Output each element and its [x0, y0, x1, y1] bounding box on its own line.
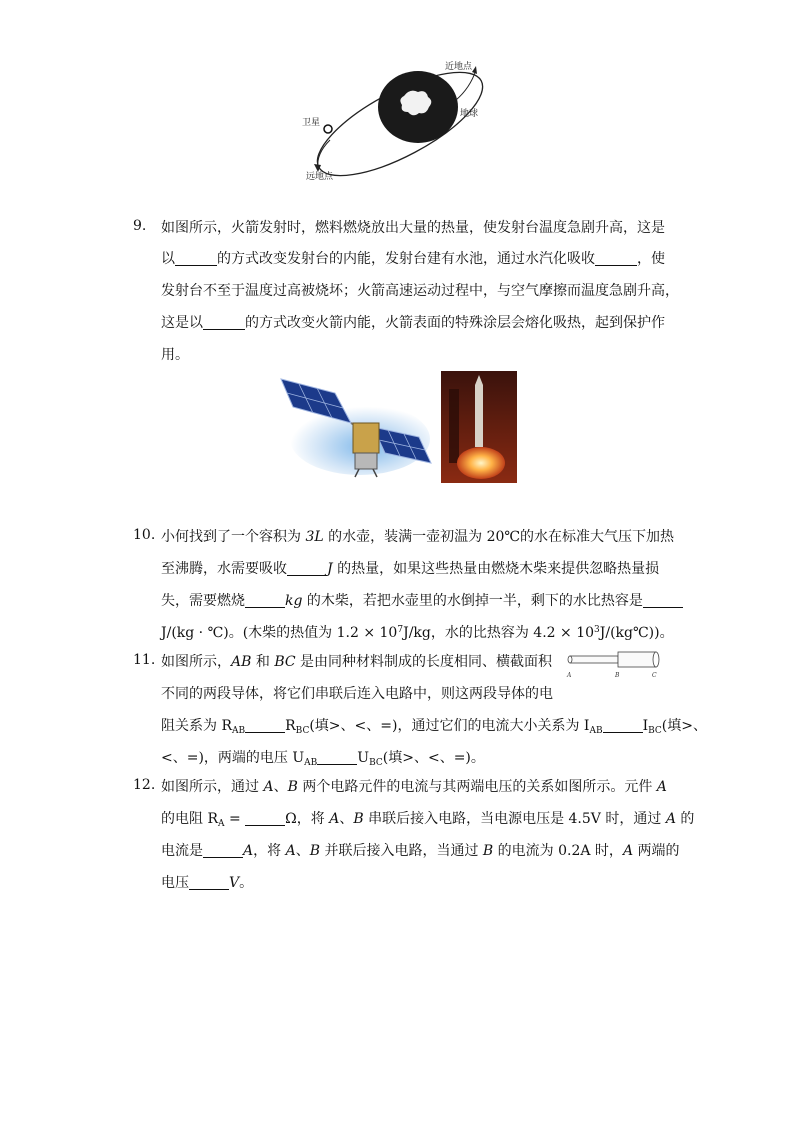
satellite-body	[353, 423, 379, 477]
answer-blank[interactable]	[245, 810, 285, 826]
answer-blank[interactable]	[603, 717, 643, 733]
answer-blank[interactable]	[643, 592, 683, 608]
label-c: C	[652, 672, 657, 679]
label-apogee: 远地点	[306, 172, 334, 182]
q12-line-2: 的电阻 $R_A = \Omega$，将 A、B 串联后接入电路，当电源电压是 4.5V 时，通过 A 的	[161, 811, 695, 829]
label-earth: 地球	[460, 109, 479, 119]
arrow-perigee-head	[472, 66, 477, 74]
rocket-launch-photo	[441, 371, 517, 483]
label-satellite: 卫星	[302, 118, 321, 128]
q11-line-1: 如图所示，AB 和 BC 是由同种材料制成的长度相同、横截面积	[161, 654, 553, 670]
orbit-figure	[300, 52, 510, 187]
rocket-body	[475, 385, 483, 447]
satellite-photo	[275, 371, 435, 483]
answer-blank[interactable]	[203, 314, 245, 330]
answer-blank[interactable]	[175, 250, 217, 266]
answer-blank[interactable]	[189, 874, 229, 890]
q11-line-2: 不同的两段导体，将它们串联后连入电路中，则这两段导体的电	[161, 686, 553, 702]
label-b: B	[615, 672, 620, 679]
q9-line-4: 这是以 的方式改变火箭内能，火箭表面的特殊涂层会熔化吸热，起到保护作	[161, 315, 665, 331]
answer-blank[interactable]	[317, 749, 357, 765]
q12-line-4: 电压 V。	[161, 875, 254, 891]
label-a: A	[567, 672, 572, 679]
q10-line-2: 至沸腾，水需要吸收 J 的热量，如果这些热量由燃烧木柴来提供忽略热量损	[161, 561, 660, 577]
q11-line-4: <、=)，两端的电压 $U_{AB}$ $U_{BC}$(填>、<、=)。	[161, 750, 485, 768]
conductor-figure	[562, 650, 662, 680]
q9-line-2: 以 的方式改变发射台的内能，发射台建有水池，通过水汽化吸收 ，使	[161, 251, 665, 267]
answer-blank[interactable]	[595, 250, 637, 266]
question-number: 9.	[133, 218, 147, 234]
launch-tower	[449, 389, 459, 463]
q10-line-1: 小何找到了一个容积为 3L 的水壶，装满一壶初温为 20℃的水在标准大气压下加热	[161, 529, 675, 545]
q12-line-3: 电流是 A，将 A、B 并联后接入电路，当通过 B 的电流为 0.2A 时，A 两端的	[161, 843, 680, 859]
rocket-flame	[457, 447, 505, 479]
answer-blank[interactable]	[287, 560, 327, 576]
question-number: 12.	[133, 777, 156, 793]
q11-line-3: 阻关系为 $R_{AB}$ $R_{BC}$(填>、<、=)，通过它们的电流大小关系为 $I_{AB}$ $I_{BC}$(填>、	[161, 718, 707, 736]
q9-line-5: 用。	[161, 347, 189, 363]
q10-line-4: J/(kg · ℃)。(木柴的热值为 $1.2 \times 10^7J/kg$，水的比热容为 $4.2 \times 10^3J/(kg℃)$)。	[161, 625, 674, 641]
question-number: 11.	[133, 652, 156, 668]
answer-blank[interactable]	[245, 592, 285, 608]
satellite-dot	[324, 125, 332, 133]
q12-line-1: 如图所示，通过 A、B 两个电路元件的电流与其两端电压的关系如图所示。元件 A	[161, 779, 667, 795]
q10-line-3: 失，需要燃烧 kg 的木柴，若把水壶里的水倒掉一半，剩下的水比热容是	[161, 591, 683, 611]
question-number: 10.	[133, 527, 156, 543]
q9-line-1: 如图所示，火箭发射时，燃料燃烧放出大量的热量，使发射台温度急剧升高，这是	[161, 220, 665, 236]
q9-line-3: 发射台不至于温度过高被烧坏；火箭高速运动过程中，与空气摩擦而温度急剧升高，	[161, 283, 679, 299]
answer-blank[interactable]	[203, 842, 243, 858]
label-perigee: 近地点	[445, 62, 473, 72]
answer-blank[interactable]	[245, 717, 285, 733]
